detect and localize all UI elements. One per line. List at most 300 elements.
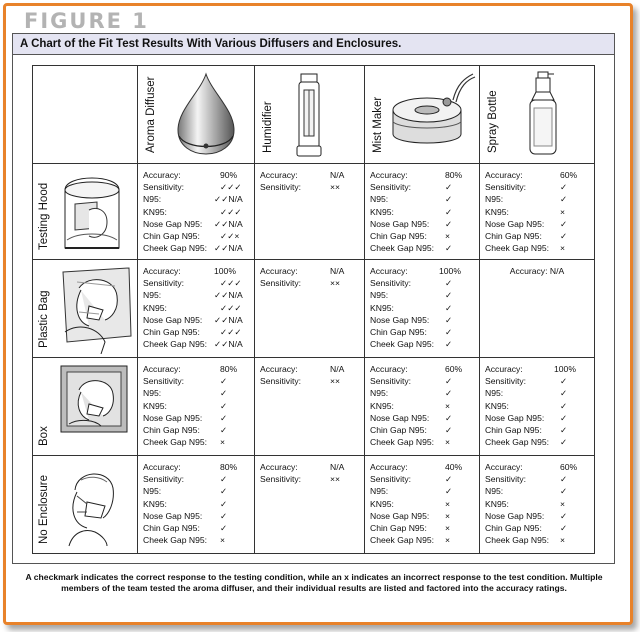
- result-value: N/A: [330, 266, 345, 276]
- result-value: ✓✓✓: [220, 278, 242, 289]
- result-value: ××: [330, 182, 341, 193]
- result-cell: [365, 456, 480, 554]
- result-cell: [480, 358, 595, 456]
- row-label: Plastic Bag: [38, 290, 50, 348]
- result-line: [370, 461, 475, 473]
- result-value: N/A: [330, 462, 345, 472]
- result-value: ✓: [445, 314, 453, 325]
- result-value: ✓: [220, 510, 228, 521]
- result-value: ×: [220, 535, 226, 546]
- result-label: KN95:: [143, 400, 167, 411]
- figure-label: FIGURE 1: [24, 9, 149, 33]
- column-label: Spray Bottle: [487, 90, 499, 153]
- result-label: Cheek Gap N95:: [370, 243, 435, 254]
- result-line: [370, 498, 475, 510]
- result-label: Cheek Gap N95:: [143, 535, 208, 546]
- result-cell: [255, 358, 365, 456]
- result-value: ✓✓N/A: [214, 314, 243, 325]
- result-line: [370, 302, 475, 314]
- result-line: [370, 534, 475, 546]
- result-label: Cheek Gap N95:: [485, 535, 550, 546]
- row-label: No Enclosure: [38, 474, 50, 544]
- result-line: [370, 436, 475, 448]
- result-value: ✓: [445, 425, 453, 436]
- result-value: ×: [560, 535, 566, 546]
- result-label: Nose Gap N95:: [370, 412, 430, 423]
- result-line: [143, 510, 250, 522]
- result-label: Sensitivity:: [143, 278, 185, 289]
- result-value: ✓: [220, 425, 228, 436]
- result-label: KN95:: [143, 206, 167, 217]
- result-value: ✓✓✓: [220, 327, 242, 338]
- result-cell: [365, 164, 480, 260]
- results-table: [32, 65, 595, 554]
- result-value: ✓: [445, 339, 453, 350]
- result-label: Nose Gap N95:: [370, 314, 430, 325]
- result-label: Sensitivity:: [260, 278, 302, 289]
- result-line: [260, 363, 360, 375]
- result-line: [485, 412, 590, 424]
- humidifier-icon: [289, 72, 329, 158]
- result-line: [143, 461, 250, 473]
- no-enclosure-icon: [59, 462, 123, 548]
- result-label: Cheek Gap N95:: [370, 535, 435, 546]
- result-line: [260, 181, 360, 193]
- result-value: ✓✓✓: [220, 302, 242, 313]
- result-label: Sensitivity:: [143, 182, 185, 193]
- result-label: N95:: [143, 388, 162, 399]
- column-label: Aroma Diffuser: [145, 76, 157, 153]
- result-value: 80%: [220, 462, 238, 472]
- result-line: [370, 363, 475, 375]
- result-line: [143, 230, 250, 242]
- result-label: Nose Gap N95:: [370, 218, 430, 229]
- result-label: Chin Gap N95:: [143, 231, 200, 242]
- result-value: 100%: [554, 364, 576, 374]
- result-value: ✓: [560, 388, 568, 399]
- result-value: 60%: [560, 170, 578, 180]
- result-label: Sensitivity:: [260, 376, 302, 387]
- result-value: ✓: [445, 474, 453, 485]
- result-label: Accuracy:: [143, 364, 181, 374]
- result-line: [370, 485, 475, 497]
- result-value: ××: [330, 376, 341, 387]
- result-line: [485, 363, 590, 375]
- result-line: [485, 473, 590, 485]
- result-label: Accuracy:: [370, 170, 408, 180]
- result-line: [143, 338, 250, 350]
- result-line: [485, 485, 590, 497]
- result-line: [485, 461, 590, 473]
- result-line: [143, 265, 250, 277]
- plastic-bag-icon: [59, 266, 135, 354]
- result-label: Accuracy:: [143, 462, 181, 472]
- result-label: Sensitivity:: [485, 474, 527, 485]
- result-label: Nose Gap N95:: [485, 510, 545, 521]
- result-line: [143, 400, 250, 412]
- result-line: [143, 436, 250, 448]
- row-label: Testing Hood: [38, 182, 50, 250]
- result-value: ✓: [560, 412, 568, 423]
- result-label: Chin Gap N95:: [370, 231, 427, 242]
- result-value: ×: [445, 523, 451, 534]
- result-value: N/A: [330, 364, 345, 374]
- column-header-aroma-diffuser: [138, 66, 255, 164]
- result-value: ✓: [560, 376, 568, 387]
- result-line: [485, 193, 590, 205]
- result-line: [143, 498, 250, 510]
- result-value: ✓: [560, 510, 568, 521]
- mist-maker-icon: [387, 72, 477, 158]
- result-line: [143, 387, 250, 399]
- result-label: Nose Gap N95:: [370, 510, 430, 521]
- result-label: Accuracy:: [370, 266, 408, 276]
- column-header-humidifier: [255, 66, 365, 164]
- result-line: [370, 375, 475, 387]
- result-value: ✓: [220, 388, 228, 399]
- result-value: ✓: [560, 400, 568, 411]
- result-label: N95:: [485, 486, 504, 497]
- result-line: [370, 218, 475, 230]
- result-label: KN95:: [143, 302, 167, 313]
- result-value: ✓✓N/A: [214, 339, 243, 350]
- result-label: Chin Gap N95:: [485, 523, 542, 534]
- result-label: KN95:: [370, 206, 394, 217]
- result-line: [370, 206, 475, 218]
- row-header-plastic-bag: [33, 260, 138, 358]
- result-label: KN95:: [370, 498, 394, 509]
- result-value: ✓: [560, 218, 568, 229]
- result-label: Nose Gap N95:: [485, 412, 545, 423]
- result-label: Chin Gap N95:: [143, 327, 200, 338]
- result-value: ✓: [445, 486, 453, 497]
- result-label: Chin Gap N95:: [370, 327, 427, 338]
- result-value: ✓: [220, 486, 228, 497]
- result-line: [485, 242, 590, 254]
- result-value: ✓✓✓: [220, 206, 242, 217]
- result-line: [370, 387, 475, 399]
- result-line: [370, 230, 475, 242]
- result-value: 100%: [214, 266, 236, 276]
- chart-title: A Chart of the Fit Test Results With Various Diffusers and Enclosures.: [12, 33, 615, 55]
- result-label: N95:: [485, 194, 504, 205]
- row-header-no-enclosure: [33, 456, 138, 554]
- result-line: [485, 510, 590, 522]
- result-label: N95:: [143, 290, 162, 301]
- result-label: Nose Gap N95:: [143, 412, 203, 423]
- result-line: [370, 242, 475, 254]
- result-label: Cheek Gap N95:: [143, 243, 208, 254]
- corner-cell: [33, 66, 138, 164]
- column-header-spray-bottle: [480, 66, 595, 164]
- result-label: N95:: [370, 290, 389, 301]
- result-label: Sensitivity:: [370, 278, 412, 289]
- result-value: ✓: [560, 425, 568, 436]
- result-line: [370, 326, 475, 338]
- result-label: N95:: [143, 486, 162, 497]
- table-row: [33, 260, 595, 358]
- result-label: Nose Gap N95:: [143, 314, 203, 325]
- result-line: [485, 181, 590, 193]
- result-line: [370, 265, 475, 277]
- result-cell: [365, 260, 480, 358]
- result-line: [143, 277, 250, 289]
- result-line: [143, 218, 250, 230]
- result-value: ✓: [560, 194, 568, 205]
- result-label: KN95:: [370, 302, 394, 313]
- result-label: Nose Gap N95:: [143, 510, 203, 521]
- result-label: Cheek Gap N95:: [370, 339, 435, 350]
- result-label: Chin Gap N95:: [370, 425, 427, 436]
- result-value: 80%: [445, 170, 463, 180]
- result-line: [370, 277, 475, 289]
- column-header-mist-maker: [365, 66, 480, 164]
- result-label: Cheek Gap N95:: [370, 437, 435, 448]
- result-value: ×: [445, 535, 451, 546]
- result-label: Sensitivity:: [143, 376, 185, 387]
- table-row: [33, 164, 595, 260]
- result-cell: [255, 456, 365, 554]
- result-value: ✓: [220, 474, 228, 485]
- result-line: [485, 498, 590, 510]
- result-text: Accuracy: N/A: [509, 266, 565, 276]
- result-cell: [255, 260, 365, 358]
- box-icon: [59, 364, 129, 436]
- result-value: 40%: [445, 462, 463, 472]
- spray-bottle-icon: [518, 70, 568, 158]
- result-line: [260, 265, 360, 277]
- result-label: Sensitivity:: [485, 376, 527, 387]
- result-value: ✓✓✓: [220, 182, 242, 193]
- result-label: Sensitivity:: [485, 182, 527, 193]
- result-line: [370, 314, 475, 326]
- result-value: ✓: [445, 302, 453, 313]
- result-label: KN95:: [485, 400, 509, 411]
- result-value: ✓✓N/A: [214, 194, 243, 205]
- result-line: [370, 289, 475, 301]
- result-cell: [138, 456, 255, 554]
- column-label: Humidifier: [262, 101, 274, 153]
- result-line: [485, 522, 590, 534]
- result-line: [485, 218, 590, 230]
- testing-hood-icon: [59, 170, 125, 254]
- result-line: [260, 473, 360, 485]
- result-value: 60%: [445, 364, 463, 374]
- column-label: Mist Maker: [372, 96, 384, 153]
- result-label: KN95:: [485, 498, 509, 509]
- result-value: ✓✓N/A: [214, 243, 243, 254]
- result-value: ✓: [560, 523, 568, 534]
- table-row: [33, 456, 595, 554]
- result-line: [143, 181, 250, 193]
- result-cell: [138, 358, 255, 456]
- result-value: N/A: [330, 170, 345, 180]
- result-line: [143, 206, 250, 218]
- result-line: [143, 193, 250, 205]
- result-line: [260, 169, 360, 181]
- result-label: Cheek Gap N95:: [143, 339, 208, 350]
- aroma-diffuser-icon: [166, 70, 246, 158]
- result-line: [143, 326, 250, 338]
- result-value: ✓✓N/A: [214, 218, 243, 229]
- result-label: Sensitivity:: [260, 474, 302, 485]
- result-line: [485, 230, 590, 242]
- result-label: Nose Gap N95:: [143, 218, 203, 229]
- result-value: ✓: [560, 182, 568, 193]
- result-label: Sensitivity:: [370, 376, 412, 387]
- result-label: N95:: [370, 486, 389, 497]
- result-label: Accuracy:: [485, 170, 523, 180]
- result-value: ✓: [220, 523, 228, 534]
- result-label: Chin Gap N95:: [143, 523, 200, 534]
- result-label: Accuracy:: [370, 462, 408, 472]
- result-cell: [365, 358, 480, 456]
- result-line: [260, 277, 360, 289]
- result-line: [485, 375, 590, 387]
- row-header-box: [33, 358, 138, 456]
- result-label: Accuracy:: [485, 462, 523, 472]
- result-label: Accuracy:: [143, 170, 181, 180]
- result-line: [260, 461, 360, 473]
- result-label: KN95:: [370, 400, 394, 411]
- result-cell: [255, 164, 365, 260]
- result-line: [143, 242, 250, 254]
- result-value: ✓: [560, 474, 568, 485]
- result-value: ✓: [445, 388, 453, 399]
- result-value: ×: [560, 206, 566, 217]
- result-line: [143, 314, 250, 326]
- result-cell: [480, 164, 595, 260]
- result-line: [485, 534, 590, 546]
- result-label: Accuracy:: [260, 462, 298, 472]
- result-value: ✓: [560, 486, 568, 497]
- result-line: [370, 522, 475, 534]
- result-value: ✓: [445, 182, 453, 193]
- result-line: [143, 522, 250, 534]
- result-value: ×: [445, 498, 451, 509]
- result-label: KN95:: [485, 206, 509, 217]
- result-value: ✓: [445, 290, 453, 301]
- result-line: [260, 375, 360, 387]
- footnote: A checkmark indicates the correct response to the testing condition, while an x indicates an incorrect response to the test condition. Multiple members of the team tested the aroma diffuser, and their individual results are listed and factored into the accuracy ratings.: [25, 572, 603, 593]
- result-line: [370, 181, 475, 193]
- result-value: ✓: [220, 498, 228, 509]
- result-cell: [480, 456, 595, 554]
- result-value: ✓: [220, 376, 228, 387]
- result-label: Cheek Gap N95:: [485, 437, 550, 448]
- result-value: ×: [445, 400, 451, 411]
- table-row: [33, 358, 595, 456]
- result-value: ✓: [445, 218, 453, 229]
- result-label: Chin Gap N95:: [143, 425, 200, 436]
- result-label: Accuracy:: [143, 266, 181, 276]
- result-value: ×: [560, 498, 566, 509]
- result-line: [143, 169, 250, 181]
- result-value: ✓: [445, 278, 453, 289]
- result-value: 80%: [220, 364, 238, 374]
- result-value: ✓✓×: [220, 231, 240, 242]
- result-line: [485, 387, 590, 399]
- chart-box: [12, 55, 615, 564]
- result-value: ✓: [220, 412, 228, 423]
- result-label: KN95:: [143, 498, 167, 509]
- result-label: N95:: [370, 194, 389, 205]
- result-label: N95:: [143, 194, 162, 205]
- result-line: [143, 473, 250, 485]
- result-label: Sensitivity:: [260, 182, 302, 193]
- result-line: [370, 424, 475, 436]
- result-value: ✓: [445, 412, 453, 423]
- row-label: Box: [38, 426, 50, 446]
- result-line: [370, 338, 475, 350]
- result-value: 100%: [439, 266, 461, 276]
- result-value: ✓: [445, 194, 453, 205]
- result-label: Sensitivity:: [370, 474, 412, 485]
- result-value: ✓: [220, 400, 228, 411]
- row-header-testing-hood: [33, 164, 138, 260]
- result-line: [370, 510, 475, 522]
- result-line: [143, 412, 250, 424]
- result-label: Chin Gap N95:: [485, 231, 542, 242]
- result-value: 90%: [220, 170, 238, 180]
- result-value: ✓: [560, 231, 568, 242]
- result-label: Cheek Gap N95:: [143, 437, 208, 448]
- result-label: Sensitivity:: [370, 182, 412, 193]
- result-label: Accuracy:: [260, 170, 298, 180]
- result-value: ×: [445, 437, 451, 448]
- result-line: [143, 289, 250, 301]
- result-line: [370, 473, 475, 485]
- result-line: [485, 436, 590, 448]
- result-label: Accuracy:: [485, 364, 523, 374]
- result-line: [485, 424, 590, 436]
- result-line: [143, 375, 250, 387]
- result-line: [143, 485, 250, 497]
- result-value: ××: [330, 278, 341, 289]
- result-line: [370, 412, 475, 424]
- result-line: [143, 302, 250, 314]
- result-value: ✓: [445, 243, 453, 254]
- result-value: ×: [560, 243, 566, 254]
- result-label: Accuracy:: [260, 364, 298, 374]
- result-line: [143, 424, 250, 436]
- result-line: [143, 363, 250, 375]
- result-label: N95:: [370, 388, 389, 399]
- result-label: Sensitivity:: [143, 474, 185, 485]
- result-value: ✓✓N/A: [214, 290, 243, 301]
- result-value: 60%: [560, 462, 578, 472]
- result-value: ××: [330, 474, 341, 485]
- result-label: Chin Gap N95:: [485, 425, 542, 436]
- result-cell: [138, 164, 255, 260]
- result-cell: [480, 260, 595, 358]
- result-label: Accuracy:: [370, 364, 408, 374]
- result-line: [485, 400, 590, 412]
- result-line: [485, 206, 590, 218]
- result-line: [143, 534, 250, 546]
- result-value: ✓: [560, 437, 568, 448]
- result-value: ×: [445, 231, 451, 242]
- result-label: Cheek Gap N95:: [485, 243, 550, 254]
- result-value: ×: [445, 510, 451, 521]
- header-row: [33, 66, 595, 164]
- result-value: ✓: [445, 376, 453, 387]
- result-value: ✓: [445, 327, 453, 338]
- result-line: [370, 400, 475, 412]
- result-label: Chin Gap N95:: [370, 523, 427, 534]
- result-label: Accuracy:: [260, 266, 298, 276]
- result-value: ×: [220, 437, 226, 448]
